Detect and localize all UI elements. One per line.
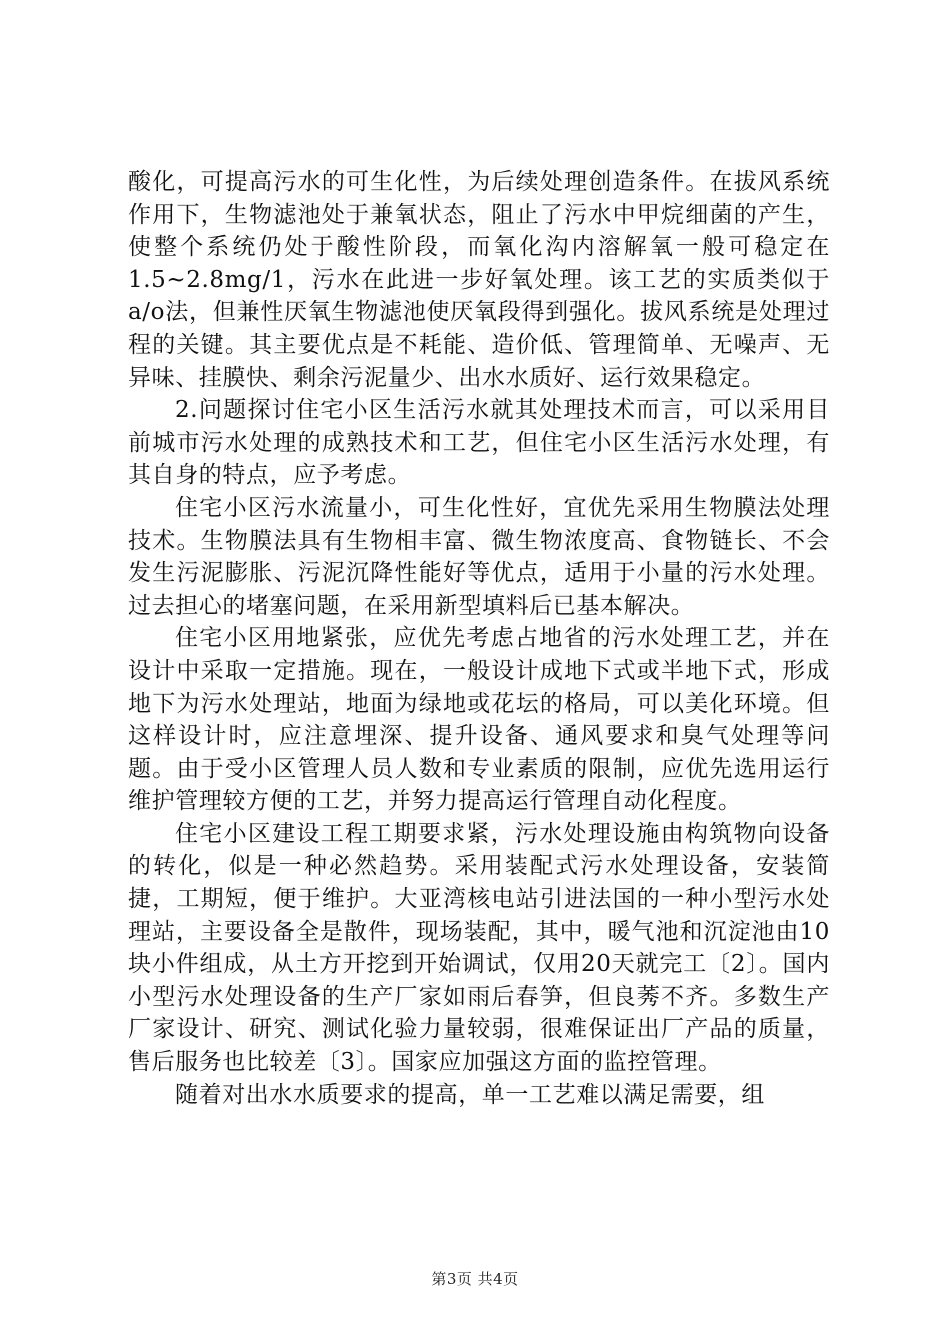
paragraph-5: 住宅小区建设工程工期要求紧，污水处理设施由构筑物向设备的转化，似是一种必然趋势。采用装配式污水处理设备，安装简捷，工期短，便于维护。大亚湾核电站引进法国的一种小型污水处理站，主要设备全是散件，现场装配，其中，暖气池和沉淀池由10块小件组成，从土方开挖到开始调试，仅用20天就完工〔2〕。国内小型污水处理设备的生产厂家如雨后春笋，但良莠不齐。多数生产厂家设计、研究、测试化验力量较弱，很难保证出厂产品的质量，售后服务也比较差〔3〕。国家应加强这方面的监控管理。 (128, 820, 830, 1076)
page-footer: 第3页 共4页 (431, 1270, 519, 1288)
document-body (128, 166, 830, 1111)
paragraph-1: 酸化，可提高污水的可生化性，为后续处理创造条件。在拔风系统作用下，生物滤池处于兼氧状态，阻止了污水中甲烷细菌的产生，使整个系统仍处于酸性阶段，而氧化沟内溶解氧一般可稳定在1.5~2.8mg/1，污水在此进一步好氧处理。该工艺的实质类似于a/o法，但兼性厌氧生物滤池使厌氧段得到强化。拔风系统是处理过程的关键。其主要优点是不耗能、造价低、管理简单、无噪声、无异味、挂膜快、剩余污泥量少、出水水质好、运行效果稳定。 (128, 169, 830, 391)
paragraph-6: 随着对出水水质要求的提高，单一工艺难以满足需要，组 (175, 1081, 765, 1108)
paragraph-2: 2.问题探讨住宅小区生活污水就其处理技术而言，可以采用目前城市污水处理的成熟技术和工艺，但住宅小区生活污水处理，有其自身的特点，应予考虑。 (128, 397, 830, 489)
paragraph-3: 住宅小区污水流量小，可生化性好，宜优先采用生物膜法处理技术。生物膜法具有生物相丰富、微生物浓度高、食物链长、不会发生污泥膨胀、污泥沉降性能好等优点，适用于小量的污水处理。过去担心的堵塞问题，在采用新型填料后已基本解决。 (128, 494, 830, 619)
paragraph-4: 住宅小区用地紧张，应优先考虑占地省的污水处理工艺，并在设计中采取一定措施。现在，一般设计成地下式或半地下式，形成地下为污水处理站，地面为绿地或花坛的格局，可以美化环境。但这样设计时，应注意埋深、提升设备、通风要求和臭气处理等问题。由于受小区管理人员人数和专业素质的限制，应优先选用运行维护管理较方便的工艺，并努力提高运行管理自动化程度。 (128, 625, 830, 815)
